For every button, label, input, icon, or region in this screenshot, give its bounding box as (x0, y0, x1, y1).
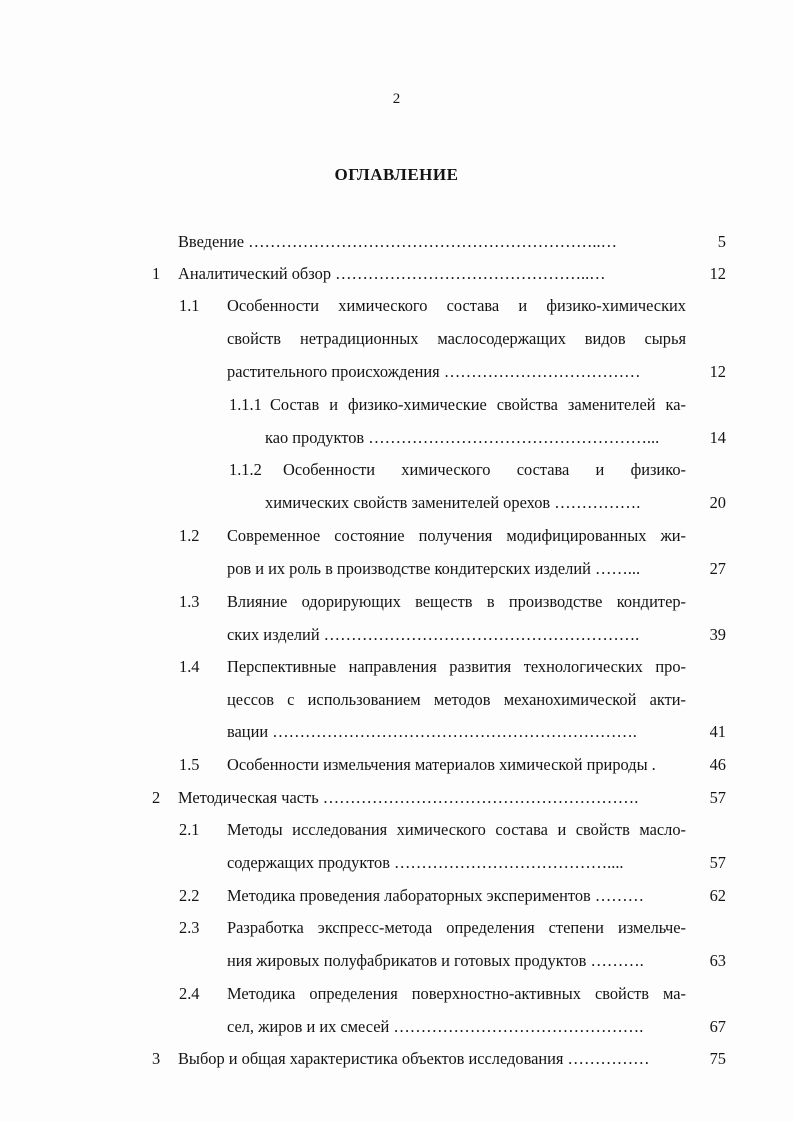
toc-entry-number: 2.2 (179, 886, 200, 905)
toc-entry-page: 5 (717, 232, 726, 251)
toc-entry-text: Влияние одорирующих веществ в производстве кондитер- (227, 592, 686, 611)
toc-entry-page: 62 (709, 886, 726, 905)
toc-entry-text: ров и их роль в производстве кондитерских изделий ……... (227, 559, 641, 578)
toc-entry-page: 14 (709, 428, 726, 447)
toc-entry-page: 63 (709, 951, 726, 970)
toc-title: ОГЛАВЛЕНИЕ (334, 165, 459, 184)
toc-entry-page: 27 (709, 559, 726, 578)
toc-entry-page: 12 (709, 362, 726, 381)
toc-entry-number: 1.1 (179, 296, 200, 315)
toc-entry-text: ских изделий …………………………………………………. (227, 625, 640, 644)
toc-entry-page: 12 (709, 264, 726, 283)
toc-entry-text: Перспективные направления развития технологических про- (227, 657, 686, 676)
toc-entry-text: Методическая часть …………………………………………………. (178, 788, 639, 807)
toc-entry-text: растительного происхождения ……………………………… (227, 362, 641, 381)
toc-entry-text: Методика проведения лабораторных экспериментов ……… (227, 886, 645, 905)
toc-entry-number: 2.1 (179, 820, 200, 839)
toc-entry-text: содержащих продуктов ………………………………….... (227, 853, 624, 872)
toc-entry-page: 57 (709, 788, 726, 807)
toc-entry-number: 1.1.1 (229, 395, 262, 414)
toc-entry-page: 67 (709, 1017, 726, 1036)
toc-entry-text: Современное состояние получения модифицированных жи- (227, 526, 686, 545)
toc-entry-text: химических свойств заменителей орехов ……………. (265, 493, 641, 512)
toc-entry-page: 20 (709, 493, 726, 512)
toc-entry-number: 2.3 (179, 918, 200, 937)
page-number: 2 (392, 91, 401, 107)
toc-entry-number: 2 (152, 788, 161, 807)
toc-entry-number: 1.4 (179, 657, 200, 676)
toc-entry-text: Методы исследования химического состава и свойств масло- (227, 820, 686, 839)
toc-entry-text: Состав и физико-химические свойства заменителей ка- (270, 395, 686, 414)
toc-entry-text: Методика определения поверхностно-активных свойств ма- (227, 984, 686, 1003)
toc-entry-number: 3 (152, 1049, 161, 1068)
toc-entry-page: 39 (709, 625, 726, 644)
toc-entry-number: 2.4 (179, 984, 200, 1003)
toc-entry-number: 1.5 (179, 755, 200, 774)
toc-entry-text: ния жировых полуфабрикатов и готовых продуктов ………. (227, 951, 644, 970)
toc-entry-number: 1 (152, 264, 161, 283)
toc-entry-page: 57 (709, 853, 726, 872)
toc-entry-page: 41 (709, 722, 726, 741)
toc-entry-page: 75 (709, 1049, 726, 1068)
toc-entry-text: Выбор и общая характеристика объектов исследования …………… (178, 1049, 650, 1068)
toc-entry-text: Особенности измельчения материалов химической природы . (227, 755, 656, 774)
toc-entry-text: Аналитический обзор ………………………………………..… (178, 264, 606, 283)
toc-entry-text: свойств нетрадиционных маслосодержащих видов сырья (227, 329, 686, 348)
toc-entry-number: 1.1.2 (229, 460, 262, 479)
toc-entry-text: Введение ………………………………………………………..… (178, 232, 617, 251)
toc-entry-text: вации …………………………………………………………. (227, 722, 637, 741)
toc-entry-text: као продуктов ……………………………………………... (265, 428, 660, 447)
toc-entry-text: сел, жиров и их смесей ………………………………………. (227, 1017, 644, 1036)
toc-entry-text: Разработка экспресс-метода определения степени измельче- (227, 918, 686, 937)
toc-entry-number: 1.3 (179, 592, 200, 611)
toc-entry-text: цессов с использованием методов механохимической акти- (227, 690, 686, 709)
toc-entry-page: 46 (709, 755, 726, 774)
toc-entry-text: Особенности химического состава и физико-химических (227, 296, 686, 315)
toc-entry-number: 1.2 (179, 526, 200, 545)
toc-entry-text: Особенности химического состава и физико- (283, 460, 686, 479)
